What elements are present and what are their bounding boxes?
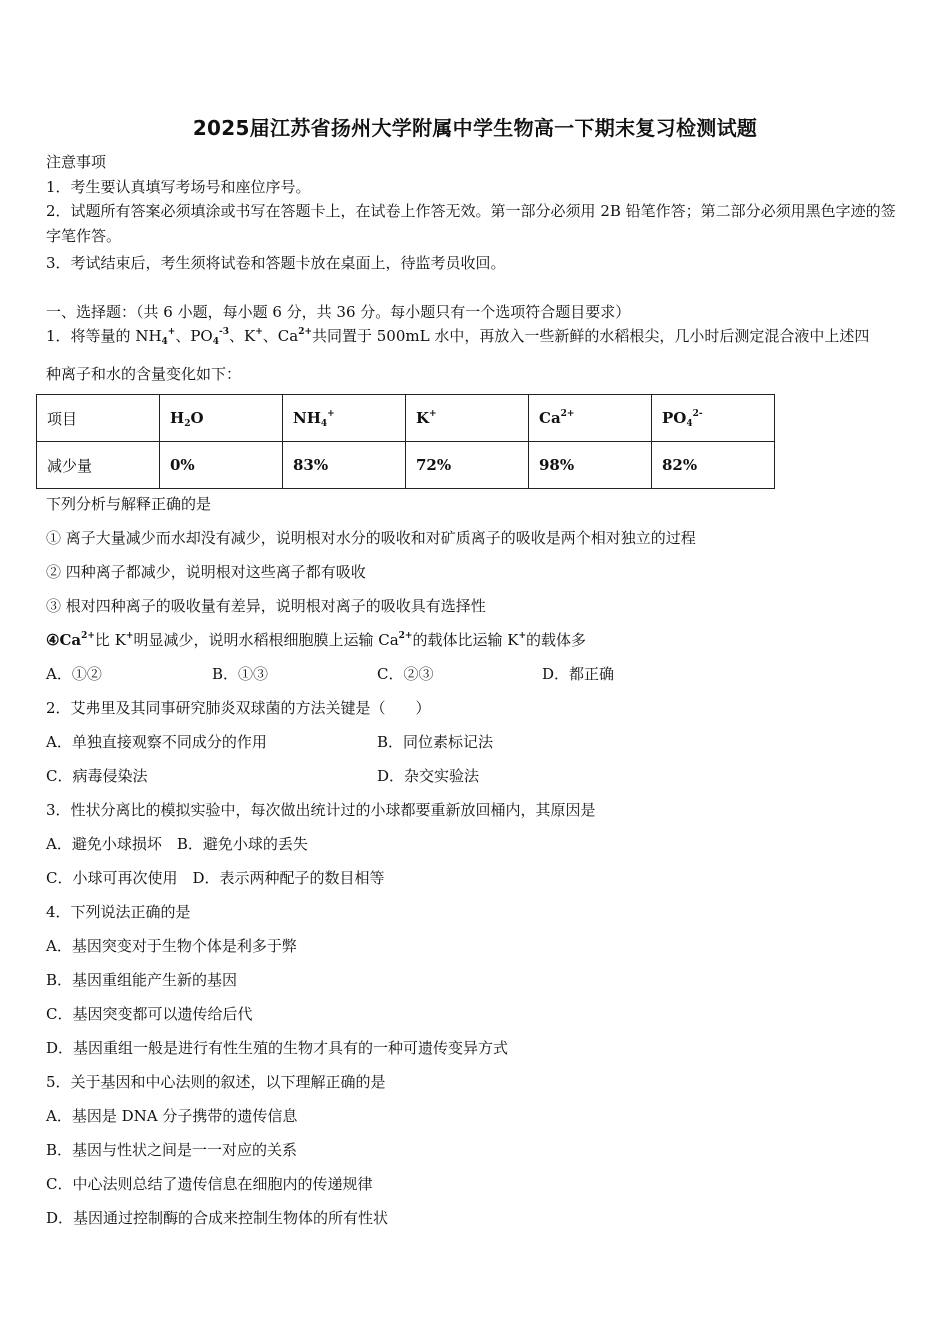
q1-statement-1: ① 离子大量减少而水却没有减少，说明根对水分的吸收和对矿质离子的吸收是两个相对独立的过程 <box>46 529 696 547</box>
q5-option-a[interactable]: A．基因是 DNA 分子携带的遗传信息 <box>46 1107 298 1125</box>
q3-options-ab[interactable]: A．避免小球损坏 B．避免小球的丢失 <box>46 835 308 853</box>
page-title: 2025届江苏省扬州大学附属中学生物高一下期末复习检测试题 <box>192 116 758 140</box>
q3-stem: 3．性状分离比的模拟实验中，每次做出统计过的小球都要重新放回桶内，其原因是 <box>46 801 596 819</box>
table-cell: 98% <box>529 442 652 489</box>
q2-option-a[interactable]: A．单独直接观察不同成分的作用 <box>46 733 267 751</box>
q4-option-d[interactable]: D．基因重组一般是进行有性生殖的生物才具有的一种可遗传变异方式 <box>46 1039 509 1057</box>
q5-option-d[interactable]: D．基因通过控制酶的合成来控制生物体的所有性状 <box>46 1209 389 1227</box>
table-cell: 0% <box>160 442 283 489</box>
table-cell: 72% <box>406 442 529 489</box>
table-cell: $PO_4^{2-}$ <box>652 395 775 442</box>
table-cell: 82% <box>652 442 775 489</box>
table-cell: K+ <box>406 395 529 442</box>
notice-heading: 注意事项 <box>46 153 107 171</box>
q1-statement-4: $④Ca^{2+}$比 K+明显减少，说明水稻根细胞膜上运输 $Ca^{2+}$的载体比运输 K+的载体多 <box>46 631 587 649</box>
q2-stem: 2．艾弗里及其同事研究肺炎双球菌的方法关键是（ ） <box>46 699 431 717</box>
notice-item-1: 1．考生要认真填写考场号和座位序号。 <box>46 178 311 196</box>
table-cell: $Ca^{2+}$ <box>529 395 652 442</box>
q4-stem: 4．下列说法正确的是 <box>46 903 191 921</box>
section-heading: 一、选择题：（共 6 小题，每小题 6 分，共 36 分。每小题只有一个选项符合题目要求） <box>46 303 631 321</box>
q1-option-c[interactable]: C．②③ <box>377 665 434 683</box>
notice-item-3: 3．考试结束后，考生须将试卷和答题卡放在桌面上，待监考员收回。 <box>46 254 506 272</box>
table-cell: $H_2O$ <box>160 395 283 442</box>
q2-option-b[interactable]: B．同位素标记法 <box>377 733 494 751</box>
table-cell: 项目 <box>37 395 160 442</box>
q4-option-a[interactable]: A．基因突变对于生物个体是利多于弊 <box>46 937 297 955</box>
q4-option-b[interactable]: B．基因重组能产生新的基因 <box>46 971 238 989</box>
q4-option-c[interactable]: C．基因突变都可以遗传给后代 <box>46 1005 253 1023</box>
q5-option-b[interactable]: B．基因与性状之间是一一对应的关系 <box>46 1141 298 1159</box>
q5-stem: 5．关于基因和中心法则的叙述，以下理解正确的是 <box>46 1073 386 1091</box>
q2-option-d[interactable]: D．杂交实验法 <box>377 767 480 785</box>
table-cell: 减少量 <box>37 442 160 489</box>
q1-option-b[interactable]: B．①③ <box>212 665 269 683</box>
q3-options-cd[interactable]: C．小球可再次使用 D．表示两种配子的数目相等 <box>46 869 385 887</box>
q1-prompt: 下列分析与解释正确的是 <box>46 495 212 513</box>
table-cell: 83% <box>283 442 406 489</box>
table-cell: $NH_4^+$ <box>283 395 406 442</box>
q1-option-a[interactable]: A．①② <box>46 665 102 683</box>
table-row <box>37 442 775 489</box>
q2-option-c[interactable]: C．病毒侵染法 <box>46 767 148 785</box>
ion-table <box>36 394 775 489</box>
q1-stem-line2: 种离子和水的含量变化如下： <box>46 365 242 383</box>
q5-option-c[interactable]: C．中心法则总结了遗传信息在细胞内的传递规律 <box>46 1175 373 1193</box>
table-row <box>37 395 775 442</box>
notice-item-2: 2．试题所有答案必须填涂或书写在答题卡上，在试卷上作答无效。第一部分必须用 2B 铅笔作答；第二部分必须用黑色字迹的签字笔作答。 <box>46 202 896 245</box>
q1-option-d[interactable]: D．都正确 <box>542 665 615 683</box>
q1-stem-line1: 1．将等量的 $NH_4^+$、$PO_4^{-3}$、K+、$Ca^{2+}$共同置于 500mL 水中，再放入一些新鲜的水稻根尖，几小时后测定混合液中上述四 <box>46 327 870 347</box>
q1-statement-2: ② 四种离子都减少，说明根对这些离子都有吸收 <box>46 563 366 581</box>
q1-statement-3: ③ 根对四种离子的吸收量有差异，说明根对离子的吸收具有选择性 <box>46 597 486 615</box>
